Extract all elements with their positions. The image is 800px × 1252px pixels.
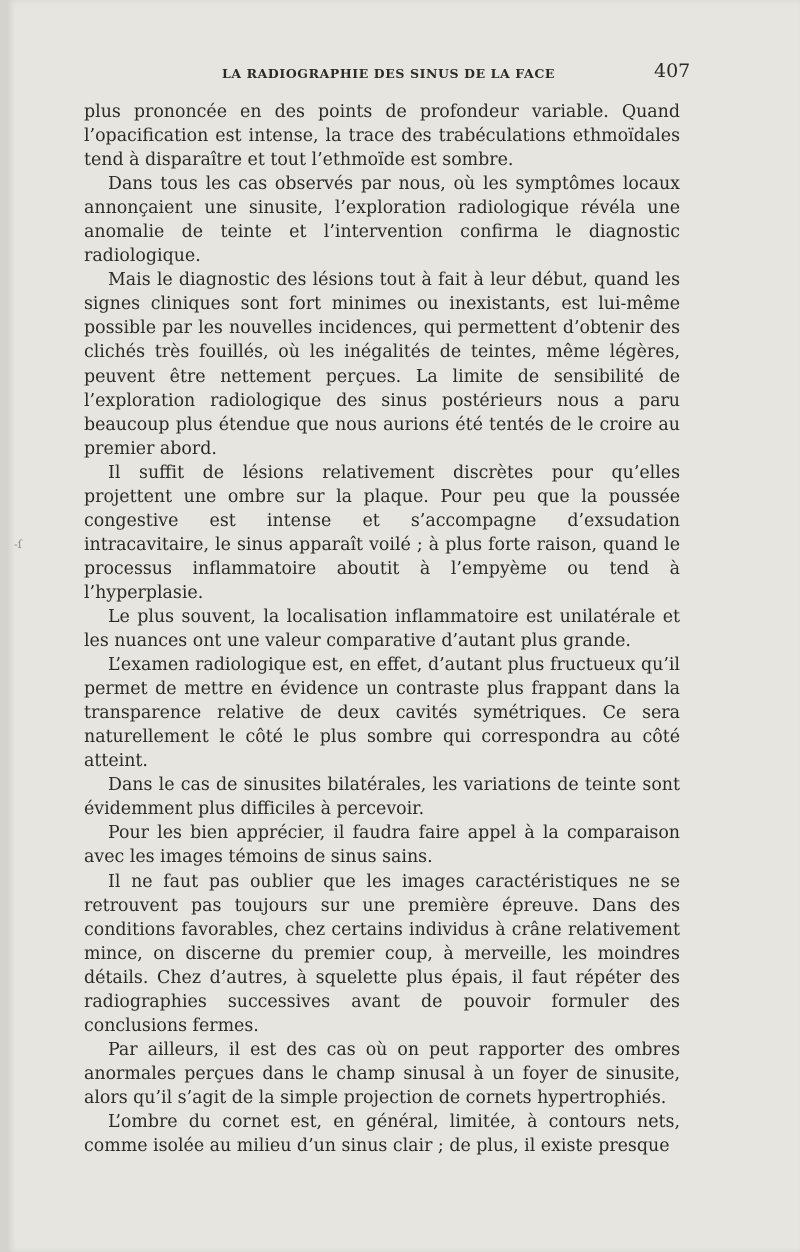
paragraph-10: Par ailleurs, il est des cas où on peut rapporter des ombres anormales perçues dans le champ sinusal à un foyer de sinusite, alors qu’il s’agit de la simple projection de cornets hypertrophiés. — [84, 1039, 680, 1108]
paragraph-8: Pour les bien apprécier, il faudra faire appel à la comparaison avec les images témoins de sinus sains. — [84, 823, 680, 868]
paragraph-7: Dans le cas de sinusites bilatérales, les variations de teinte sont évidemment plus difficiles à percevoir. — [84, 775, 680, 820]
page-number: 407 — [654, 60, 691, 82]
margin-mark: -ſ — [14, 538, 22, 551]
paragraph-1: plus prononcée en des points de profondeur variable. Quand l’opacification est intense, la trace des trabéculations ethmoïdales tend à disparaître et tout l’ethmoïde est sombre. — [84, 102, 680, 171]
paragraph-2: Dans tous les cas observés par nous, où les symptômes locaux annonçaient une sinusite, l’exploration radiologique révéla une anomalie de teinte et l’intervention confirma le diagnostic radiologique. — [84, 174, 680, 267]
body-text — [84, 100, 680, 1158]
paragraph-3: Mais le diagnostic des lésions tout à fait à leur début, quand les signes cliniques sont fort minimes ou inexistants, est lui-même possible par les nouvelles incidences, qui permettent d’obtenir des clichés très fouillés, où les inégalités de teintes, même légères, peuvent être nettement perçues. La limite de sensibilité de l’exploration radiologique des sinus postérieurs nous a paru beaucoup plus étendue que nous aurions été tentés de le croire au premier abord. — [84, 270, 680, 459]
paragraph-11: L’ombre du cornet est, en général, limitée, à contours nets, comme isolée au milieu d’un sinus clair ; de plus, il existe presque — [84, 1111, 680, 1157]
paragraph-4: Il suffit de lésions relativement discrètes pour qu’elles projettent une ombre sur la plaque. Pour peu que la poussée congestive est intense et s’accompagne d’exsudation intracavitaire, le sinus apparaît voilé ; à plus forte raison, quand le processus inflammatoire aboutit à l’empyème ou tend à l’hyperplasie. — [84, 462, 680, 603]
running-title: LA RADIOGRAPHIE DES SINUS DE LA FACE — [222, 66, 556, 81]
paragraph-9: Il ne faut pas oublier que les images caractéristiques ne se retrouvent pas toujours sur une première épreuve. Dans des conditions favorables, chez certains individus à crâne relativement mince, on discerne du premier coup, à merveille, les moindres détails. Chez d’autres, à squelette plus épais, il faut répéter des radiographies successives avant de pouvoir formuler des conclusions fermes. — [84, 871, 680, 1036]
paragraph-5: Le plus souvent, la localisation inflammatoire est unilatérale et les nuances ont une valeur comparative d’autant plus grande. — [84, 606, 680, 652]
paragraph-6: L’examen radiologique est, en effet, d’autant plus fructueux qu’il permet de mettre en évidence un contraste plus frappant dans la transparence relative de deux cavités symétriques. Ce sera naturellement le côté le plus sombre qui correspondra au côté atteint. — [84, 655, 680, 772]
book-page — [8, 0, 800, 1252]
